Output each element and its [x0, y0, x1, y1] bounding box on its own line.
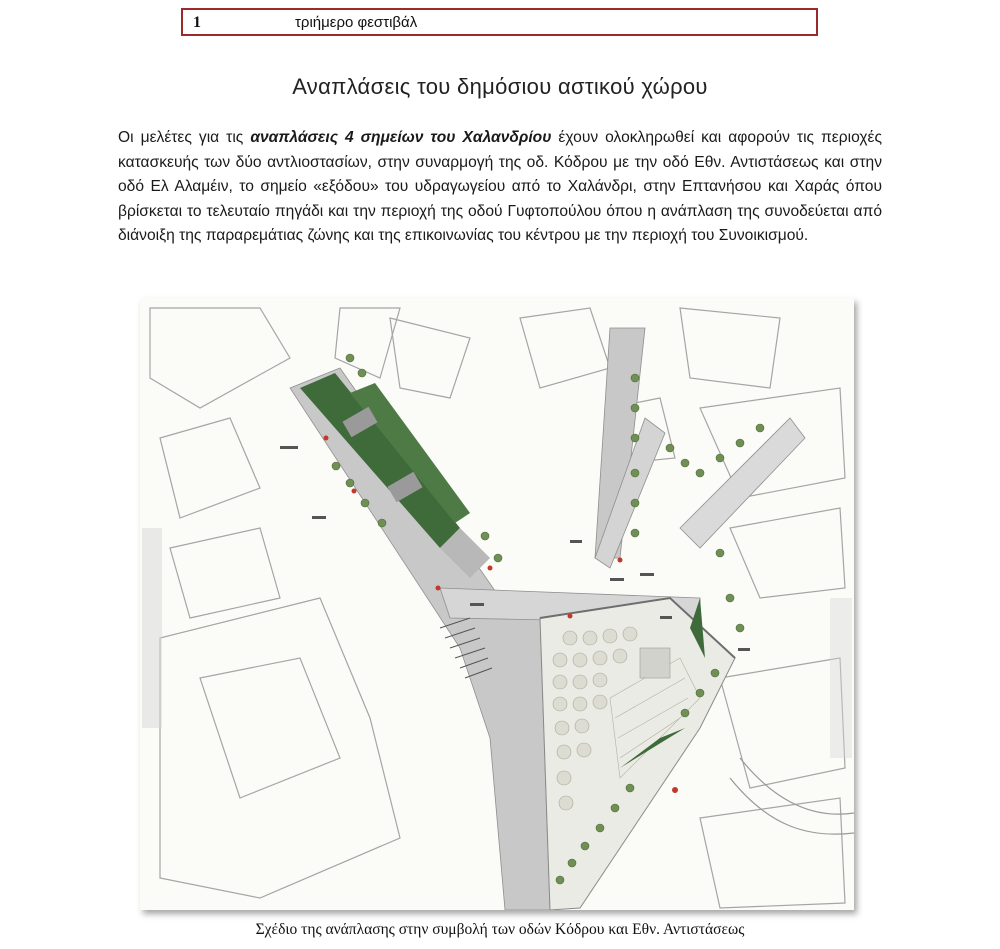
body-paragraph [118, 126, 882, 249]
figure-caption: Σχέδιο της ανάπλασης στην συμβολή των οδών Κόδρου και Εθν. Αντιστάσεως [255, 921, 745, 938]
site-plan-figure [140, 298, 854, 910]
header-box [181, 8, 818, 36]
chapter-number: 1 [193, 14, 201, 31]
paragraph-intro: Οι μελέτες για τις [118, 129, 251, 146]
site-plan-drawing [140, 298, 854, 910]
chapter-title: τριήμερο φεστιβάλ [295, 14, 418, 31]
section-title: Αναπλάσεις του δημόσιου αστικού χώρου [292, 74, 708, 99]
paragraph-emphasis: αναπλάσεις 4 σημείων του Χαλανδρίου [250, 129, 552, 146]
paragraph-rest: έχουν ολοκληρωθεί και αφορούν τις περιοχές κατασκευής των δύο αντλιοστασίων, στην συναρμογή της οδ. Κόδρου με την οδό Εθν. Αντιστάσεως και στην οδό Ελ Αλαμέιν, το σημείο «εξόδου» του υδραγωγείου από το Χαλάνδρι, στην Επτανήσου και Χαράς όπου βρίσκεται το τελευταίο πηγάδι και την περιοχή της οδού Γυφτοπούλου όπου η ανάπλαση της συνοδεύεται από διάνοιξη της παραρεμάτιας ζώνης και της επικοινωνίας του κέντρου με την περιοχή του Συνοικισμού. [118, 129, 882, 244]
